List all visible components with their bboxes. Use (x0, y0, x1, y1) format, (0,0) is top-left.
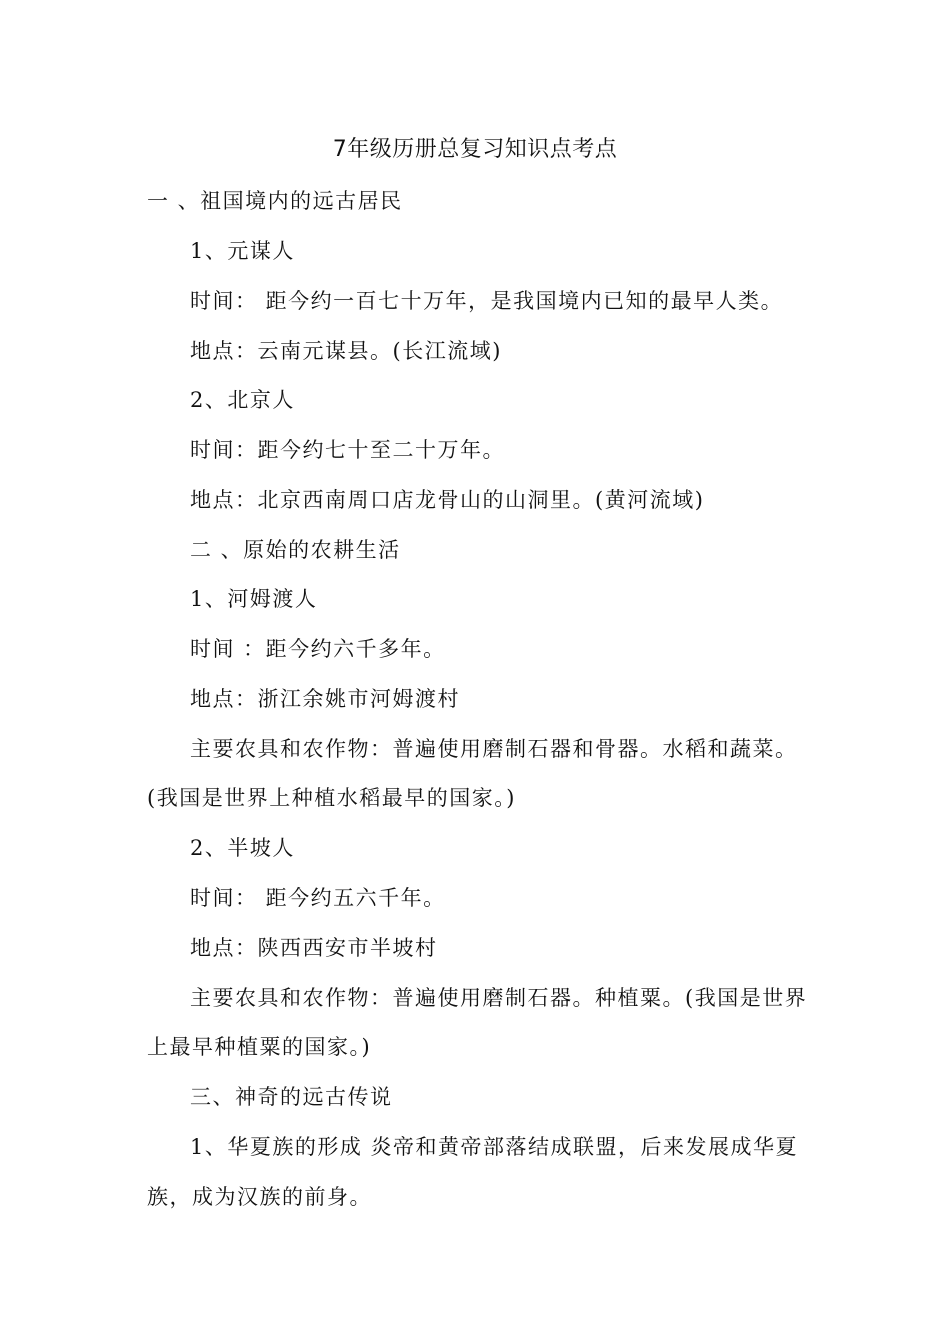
paragraph-line: 主要农具和农作物：普遍使用磨制石器和骨器。水稻和蔬菜。 (190, 737, 798, 761)
subheading-beijing: 2、北京人 (190, 388, 295, 412)
paragraph-line: 主要农具和农作物：普遍使用磨制石器。种植粟。(我国是世界 (190, 986, 808, 1010)
paragraph-line: 族，成为汉族的前身。 (147, 1185, 372, 1209)
subheading-banpo: 2、半坡人 (190, 836, 295, 860)
subheading-yuanmou: 1、元谋人 (190, 239, 295, 263)
paragraph-line: 时间 ：距今约六千多年。 (190, 637, 446, 661)
paragraph-line: 时间： 距今约一百七十万年，是我国境内已知的最早人类。 (190, 289, 784, 313)
paragraph-line: 地点：北京西南周口店龙骨山的山洞里。(黄河流域) (190, 488, 705, 512)
section-heading-1: 一 、祖国境内的远古居民 (147, 189, 403, 213)
paragraph-line: 上最早种植粟的国家。) (147, 1035, 372, 1059)
paragraph-line: 时间： 距今约五六千年。 (190, 886, 446, 910)
paragraph-line: 地点：云南元谋县。(长江流域) (190, 339, 502, 363)
section-heading-2: 二 、原始的农耕生活 (190, 538, 401, 562)
paragraph-line: 地点：浙江余姚市河姆渡村 (190, 687, 460, 711)
paragraph-line: 1、华夏族的形成 炎帝和黄帝部落结成联盟，后来发展成华夏 (190, 1135, 799, 1159)
paragraph-line: 时间：距今约七十至二十万年。 (190, 438, 505, 462)
document-title: 7年级历册总复习知识点考点 (332, 137, 618, 162)
paragraph-line: (我国是世界上种植水稻最早的国家。) (147, 786, 516, 810)
subheading-hemudu: 1、河姆渡人 (190, 587, 318, 611)
paragraph-line: 地点：陕西西安市半坡村 (190, 936, 438, 960)
section-heading-3: 三、神奇的远古传说 (190, 1085, 393, 1109)
